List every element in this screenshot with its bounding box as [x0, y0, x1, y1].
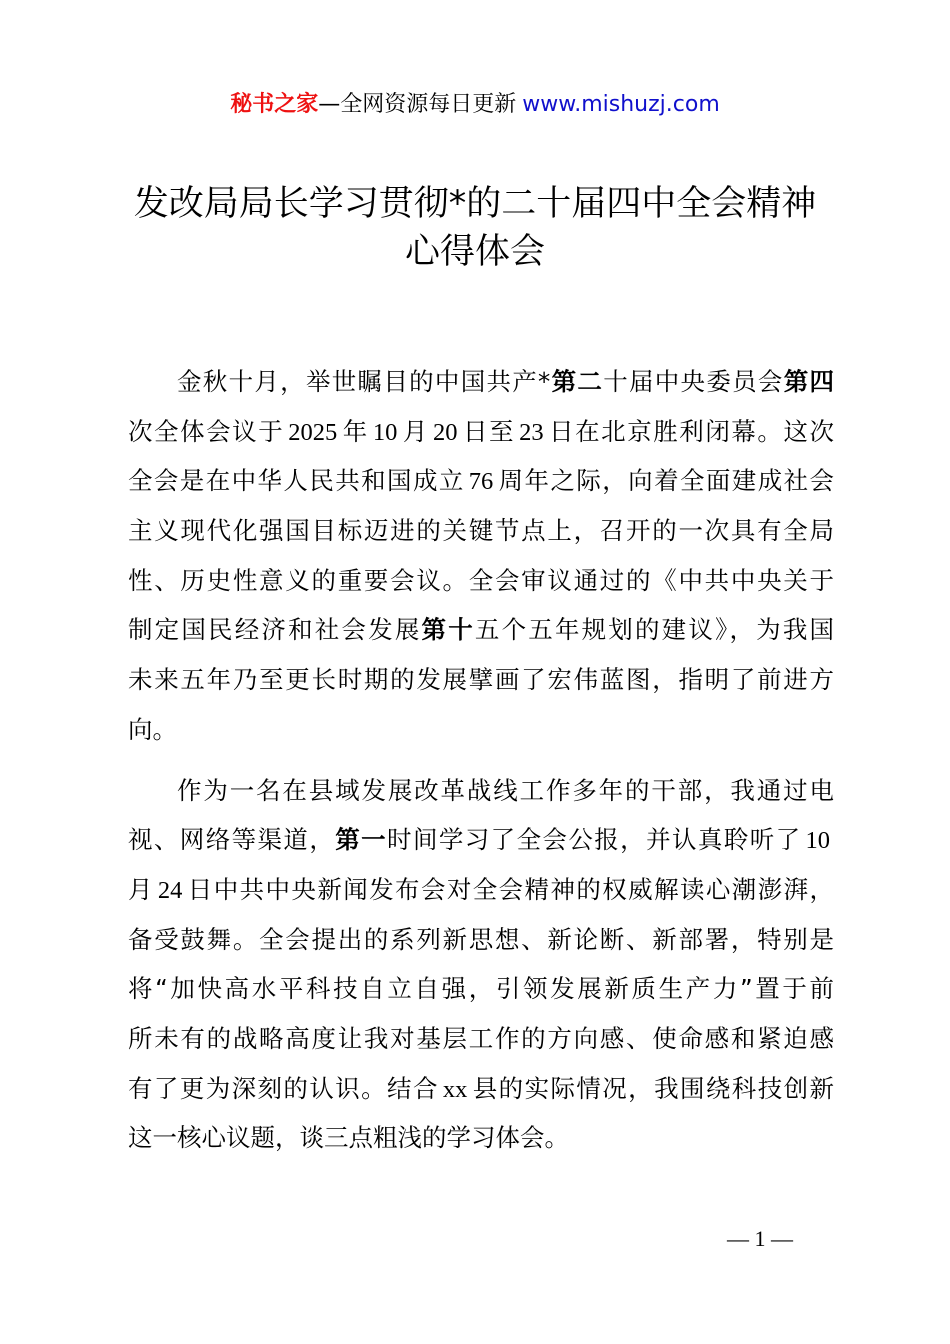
- text-run: 县的实际情况，我围绕科技创新: [471, 1073, 835, 1103]
- site-header: [0, 88, 950, 122]
- text-run: 未来五年乃至更长时期的发展擘画了宏伟蓝图，指明了前进方: [128, 665, 834, 695]
- text-run: 月: [128, 874, 154, 904]
- text-run: 全会是在中华人民共和国成立: [128, 466, 465, 496]
- text-run: 向。: [128, 714, 177, 744]
- header-tagline: —全网资源每日更新: [318, 92, 517, 117]
- text-run: 这一核心议题，谈三点粗浅的学习体会。: [128, 1123, 569, 1153]
- text-run: 10: [372, 418, 398, 446]
- paragraph: [128, 766, 834, 1164]
- text-run: 次全体会议于: [128, 416, 285, 446]
- text-run: 五个五年规划的建议》，为我国: [474, 615, 835, 645]
- text-run: 性、历史性意义的重要会议。全会审议通过的《中共中央关于: [128, 565, 834, 595]
- text-run: 所未有的战略高度让我对基层工作的方向感、使命感和紧迫感: [128, 1023, 834, 1053]
- text-run: 日中共中央新闻发布会对全会精神的权威解读心潮澎湃，: [186, 874, 834, 904]
- page-number: — 1 —: [727, 1226, 793, 1251]
- text-line: [128, 506, 834, 556]
- text-line: [128, 915, 834, 965]
- text-line: [128, 815, 834, 865]
- text-run: 时间学习了全会公报，并认真聆听了: [387, 825, 802, 855]
- text-run: 24: [157, 876, 183, 904]
- text-line: [128, 1014, 834, 1064]
- text-line: [128, 705, 834, 755]
- text-line: [128, 605, 834, 655]
- bold-text: 第四: [783, 367, 835, 396]
- text-run: 23: [519, 418, 544, 446]
- text-run: 制定国民经济和社会发展: [128, 615, 422, 645]
- text-line: [128, 556, 834, 606]
- text-line: [128, 407, 834, 457]
- bold-text: 第十: [421, 615, 475, 645]
- text-run: 视、网络等渠道，: [128, 825, 336, 855]
- text-line: [128, 655, 834, 705]
- text-line: [128, 865, 834, 915]
- text-run: 2025: [288, 418, 338, 446]
- text-run: 月: [401, 416, 429, 446]
- text-run: 日至: [461, 416, 516, 446]
- text-run: 年: [341, 416, 369, 446]
- text-line: [128, 1113, 834, 1163]
- text-run: 作为一名在县域发展改革战线工作多年的干部，我通过电: [177, 775, 834, 805]
- text-run: 主义现代化强国目标迈进的关键节点上，召开的一次具有全局: [128, 516, 834, 546]
- bold-text: 第一: [335, 825, 388, 855]
- text-line: [128, 1064, 834, 1114]
- text-run: 日在北京胜利闭幕。这次: [547, 416, 835, 446]
- text-run: 周年之际，向着全面建成社会: [497, 466, 834, 496]
- text-run: 备受鼓舞。全会提出的系列新思想、新论断、新部署，特别是: [128, 924, 834, 954]
- document-title: [0, 180, 950, 276]
- text-line: [128, 964, 834, 1014]
- site-url-link[interactable]: www.mishuzj.com: [522, 92, 720, 117]
- text-run: 将“加快高水平科技自立自强，引领发展新质生产力”置于前: [128, 974, 834, 1004]
- paragraph: [128, 357, 834, 755]
- document-body: [128, 357, 834, 1174]
- text-run: xx: [442, 1075, 468, 1103]
- title-line-1: 发改局局长学习贯彻*的二十届四中全会精神: [133, 184, 817, 224]
- text-line: [128, 766, 834, 816]
- title-line-2: 心得体会: [404, 232, 545, 272]
- text-line: [128, 357, 834, 407]
- text-run: 金秋十月，举世瞩目的中国共产*: [177, 367, 551, 396]
- brand-name: 秘书之家: [230, 92, 319, 117]
- bold-text: 第二: [550, 367, 604, 396]
- text-run: 10: [805, 827, 831, 855]
- text-line: [128, 456, 834, 506]
- text-run: 十届中央委员会: [603, 367, 784, 396]
- text-run: 20: [432, 418, 458, 446]
- text-run: 76: [468, 468, 494, 496]
- text-run: 有了更为深刻的认识。结合: [128, 1073, 439, 1103]
